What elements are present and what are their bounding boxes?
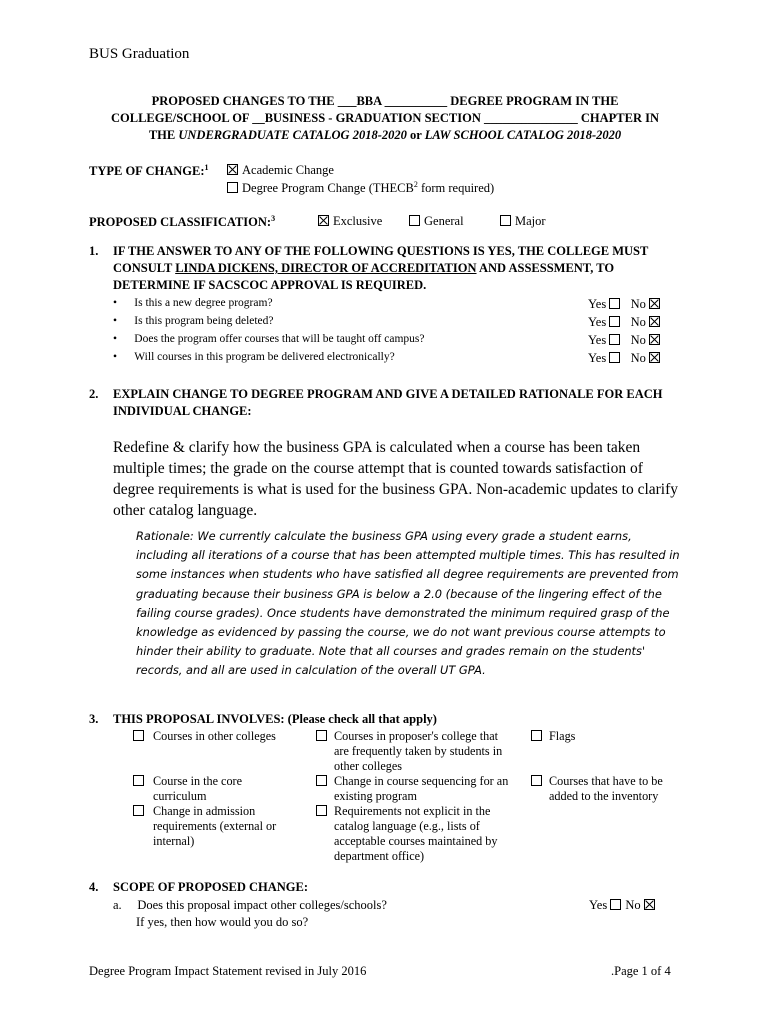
involves-option[interactable]: Courses that have to be added to the inventory (531, 774, 681, 804)
yes-no-pair: Yes No (588, 315, 664, 330)
section-1-heading-line-2: CONSULT LINDA DICKENS, DIRECTOR OF ACCREDITATION AND ASSESSMENT, TO (113, 261, 615, 275)
exclusive-option[interactable]: Exclusive (318, 214, 382, 229)
involves-checkbox[interactable] (133, 775, 144, 786)
exclusive-checkbox[interactable] (318, 215, 329, 226)
involves-option[interactable]: Course in the core curriculum (133, 774, 273, 804)
no-checkbox[interactable] (649, 334, 660, 345)
classification-label: PROPOSED CLASSIFICATION:$^3$ (89, 214, 276, 230)
section-4a-followup: If yes, then how would you do so? (136, 915, 309, 929)
section-3-heading: THIS PROPOSAL INVOLVES: (Please check all that apply) (113, 712, 437, 726)
yes-no-pair: Yes No (588, 351, 664, 366)
document-header: BUS Graduation (89, 46, 190, 62)
no-checkbox[interactable] (649, 352, 660, 363)
section-1-heading-line-1: IF THE ANSWER TO ANY OF THE FOLLOWING QUESTIONS IS YES, THE COLLEGE MUST (113, 244, 649, 258)
rationale-text: Rationale: We currently calculate the business GPA using every grade a student earns, including all iterations of a course that has been attempted multiple times. This has resulted in some instances when students who have satisfied all degree requirements are prevented from graduating because their business GPA is below a 2.0 (because of the lingering effect of the failing course grades). Once students have demonstrated the minimum required grasp of the knowledge as evidenced by passing the course, we do not want previous course attempts to hinder their ability to graduate. Note that all courses and grades remain on the students' records, and all are used in calculation of the overall UT GPA. (136, 529, 680, 678)
degree-program-change-checkbox[interactable] (227, 182, 238, 193)
degree-program-change-option[interactable]: Degree Program Change (THECB$^2$ form required) (227, 180, 494, 196)
change-explanation: Redefine & clarify how the business GPA is calculated when a course has been taken multiple times; the grade on the course attempt that is counted towards satisfaction of degree requirements is what is used for the business GPA. Non-academic updates to clarify other catalog language. (113, 439, 679, 519)
involves-checkbox[interactable] (316, 730, 327, 741)
page-number: .Page 1 of 4 (611, 964, 671, 978)
involves-checkbox[interactable] (531, 730, 542, 741)
question-row: • Is this a new degree program? (113, 297, 273, 309)
section-1-heading-line-3: DETERMINE IF SACSCOC APPROVAL IS REQUIRED. (113, 278, 427, 292)
question-row: • Does the program offer courses that will be taught off campus? (113, 333, 425, 345)
title-line-3: THE UNDERGRADUATE CATALOG 2018-2020 or LAW SCHOOL CATALOG 2018-2020 (148, 128, 622, 142)
involves-checkbox[interactable] (133, 805, 144, 816)
no-checkbox[interactable] (649, 316, 660, 327)
yes-checkbox[interactable] (609, 334, 620, 345)
yes-no-pair: Yes No (589, 898, 659, 913)
involves-option[interactable]: Change in admission requirements (external or internal) (133, 804, 293, 849)
section-3-number: 3. (89, 712, 99, 726)
section-2-heading-line-2: INDIVIDUAL CHANGE: (113, 404, 252, 418)
major-checkbox[interactable] (500, 215, 511, 226)
yes-no-pair: Yes No (588, 333, 664, 348)
yes-checkbox[interactable] (610, 899, 621, 910)
general-option[interactable]: General (409, 214, 464, 229)
section-4-number: 4. (89, 880, 99, 894)
involves-option[interactable]: Courses in other colleges (133, 729, 298, 744)
involves-option[interactable]: Requirements not explicit in the catalog language (e.g., lists of acceptable courses maintained by department office) (316, 804, 511, 864)
involves-option[interactable]: Courses in proposer's college that are frequently taken by students in other colleges (316, 729, 511, 774)
section-2-number: 2. (89, 387, 99, 401)
involves-checkbox[interactable] (133, 730, 144, 741)
no-checkbox[interactable] (644, 899, 655, 910)
footer-left: Degree Program Impact Statement revised in July 2016 (89, 964, 367, 978)
involves-option[interactable]: Change in course sequencing for an existing program (316, 774, 511, 804)
involves-checkbox[interactable] (531, 775, 542, 786)
yes-checkbox[interactable] (609, 298, 620, 309)
section-4a-question: a. Does this proposal impact other colleges/schools? (113, 898, 387, 912)
section-4-heading: SCOPE OF PROPOSED CHANGE: (113, 880, 309, 894)
type-of-change-label: TYPE OF CHANGE:$^1$ (89, 163, 209, 179)
involves-option[interactable]: Flags (531, 729, 681, 744)
yes-checkbox[interactable] (609, 352, 620, 363)
academic-change-option[interactable]: Academic Change (227, 163, 334, 178)
title-line-2: COLLEGE/SCHOOL OF __BUSINESS - GRADUATION SECTION _______________ CHAPTER IN (110, 111, 659, 125)
question-row: • Is this program being deleted? (113, 315, 274, 327)
major-option[interactable]: Major (500, 214, 546, 229)
section-2-heading-line-1: EXPLAIN CHANGE TO DEGREE PROGRAM AND GIVE A DETAILED RATIONALE FOR EACH (113, 387, 663, 401)
yes-checkbox[interactable] (609, 316, 620, 327)
no-checkbox[interactable] (649, 298, 660, 309)
section-1-number: 1. (89, 244, 99, 258)
yes-no-pair: Yes No (588, 297, 664, 312)
general-checkbox[interactable] (409, 215, 420, 226)
accreditation-contact-link[interactable]: LINDA DICKENS, DIRECTOR OF ACCREDITATION (175, 261, 477, 275)
title-line-1: PROPOSED CHANGES TO THE ___BBA __________ DEGREE PROGRAM IN THE (151, 94, 619, 108)
involves-checkbox[interactable] (316, 805, 327, 816)
question-row: • Will courses in this program be delivered electronically? (113, 351, 395, 363)
academic-change-checkbox[interactable] (227, 164, 238, 175)
involves-checkbox[interactable] (316, 775, 327, 786)
